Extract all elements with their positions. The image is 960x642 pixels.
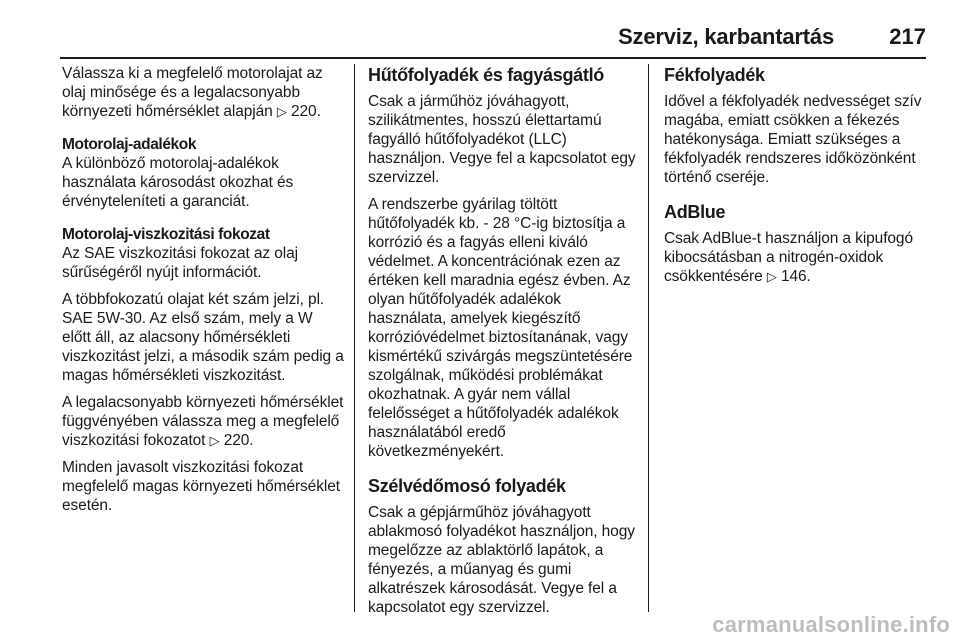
coolant-paragraph-2: A rendszerbe gyárilag töltött hűtőfolyadék kb. - 28 °C-ig biztosítja a korrózió és a fagyás elleni kiváló védelmet. A koncentrációnak ezen az értéken kell maradnia egész évben. Az olyan hűtőfolyadék adalékok használata, amelyek kiegészítő korrózióvédelmet biztosítanának, vagy kismértékű szivárgás megszüntetésére szolgálnak, működési problémákat okozhatnak. A gyár nem vállal felelősséget a hűtőfolyadék adalékok használatából eredő következményekért. bbox=[368, 196, 633, 460]
column-middle bbox=[368, 64, 636, 625]
adblue-paragraph: Csak AdBlue-t használjon a kipufogó kibocsátásban a nitrogén-oxidok csökkentésére ▷ 146. bbox=[664, 230, 913, 285]
page-reference-arrow-icon: ▷ bbox=[276, 104, 287, 119]
additives-heading: Motorolaj-adalékok bbox=[62, 136, 197, 153]
washer-fluid-heading: Szélvédőmosó folyadék bbox=[368, 476, 566, 496]
oil-selection-paragraph: Válassza ki a megfelelő motorolajat az olaj minősége és a legalacsonyabb környezeti hőmérséklet alapján ▷ 220. bbox=[62, 65, 323, 120]
brake-fluid-heading: Fékfolyadék bbox=[664, 65, 765, 85]
page-reference-arrow-icon: ▷ bbox=[766, 269, 777, 284]
page-number: 217 bbox=[889, 24, 926, 49]
column-divider bbox=[648, 64, 649, 612]
page-reference-link[interactable]: 146. bbox=[780, 268, 811, 285]
viscosity-paragraph-4: Minden javasolt viszkozitási fokozat megfelelő magas környezeti hőmérséklet esetén. bbox=[62, 459, 340, 514]
viscosity-heading: Motorolaj-viszkozitási fokozat bbox=[62, 226, 270, 243]
column-right bbox=[664, 64, 934, 294]
column-divider bbox=[354, 64, 355, 612]
watermark: carmanualsonline.info bbox=[712, 612, 950, 637]
viscosity-paragraph-2: A többfokozatú olajat két szám jelzi, pl. SAE 5W-30. Az első szám, mely a W előtt áll, az alacsony hőmérsékleti viszkozitást jelzi, a második szám pedig a magas hőmérsékleti viszkozitást. bbox=[62, 291, 344, 384]
brake-fluid-paragraph: Idővel a fékfolyadék nedvességet szív magába, emiatt csökken a fékezés hatékonysága. Emiatt szükséges a fékfolyadék rendszeres időközönként történő cseréje. bbox=[664, 93, 922, 186]
viscosity-paragraph-1: Az SAE viszkozitási fokozat az olaj sűrűségéről nyújt információt. bbox=[62, 245, 298, 281]
page-reference-link[interactable]: 220. bbox=[223, 432, 254, 449]
additives-paragraph: A különböző motorolaj-adalékok használata károsodást okozhat és érvényteleníteti a garanciát. bbox=[62, 155, 294, 210]
washer-fluid-paragraph: Csak a gépjárműhöz jóváhagyott ablakmosó folyadékot használjon, hogy megelőzze az ablaktörlő lapátok, a fényezés, a műanyag és gumi alkatrészek károsodását. Vegye fel a kapcsolatot egy szervizzel. bbox=[368, 504, 635, 616]
page-reference-link[interactable]: 220. bbox=[291, 103, 321, 120]
coolant-paragraph-1: Csak a járműhöz jóváhagyott, szilikátmentes, hosszú élettartamú fagyálló hűtőfolyadékot (LLC) használjon. Vegye fel a kapcsolatot egy szervizzel. bbox=[368, 93, 636, 186]
coolant-heading: Hűtőfolyadék és fagyásgátló bbox=[368, 65, 604, 85]
page-header bbox=[60, 22, 926, 54]
viscosity-paragraph-3: A legalacsonyabb környezeti hőmérséklet függvényében válassza meg a megfelelő viszkozitási fokozatot ▷ 220. bbox=[62, 394, 344, 449]
adblue-heading: AdBlue bbox=[664, 202, 726, 222]
column-left bbox=[62, 64, 344, 523]
page-reference-arrow-icon: ▷ bbox=[209, 433, 220, 448]
section-title: Szerviz, karbantartás bbox=[618, 24, 834, 49]
header-rule bbox=[60, 57, 926, 59]
